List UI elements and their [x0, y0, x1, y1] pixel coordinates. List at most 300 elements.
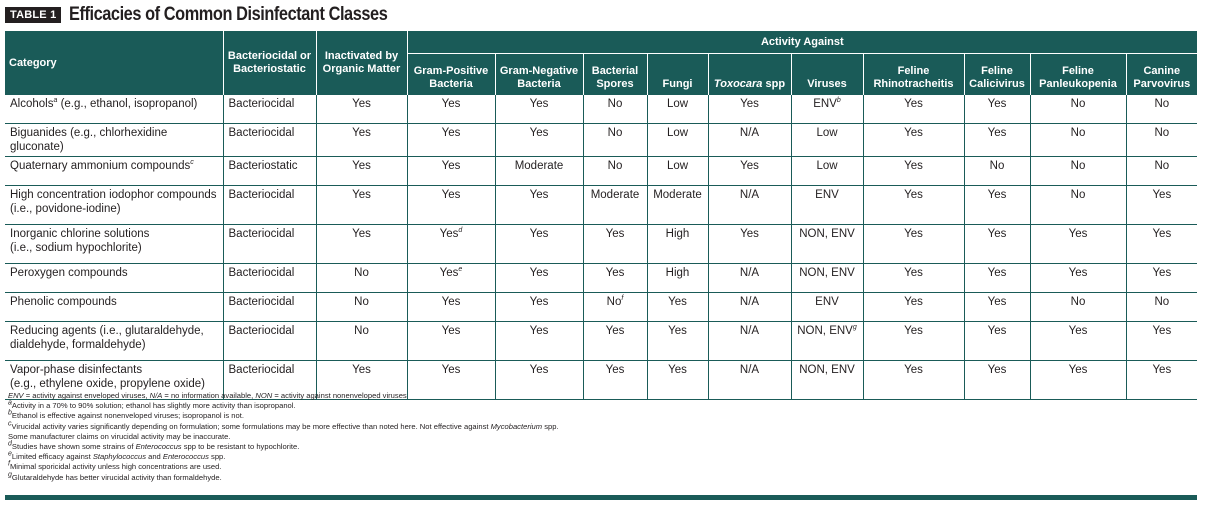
- category-label-rest: (e.g., ethanol, isopropanol): [57, 98, 198, 110]
- footnote-na-text: = no information available,: [162, 391, 256, 400]
- cell-canine-parvovirus: [1126, 293, 1197, 322]
- table-row: [5, 225, 1197, 264]
- cell-canine-parvovirus: [1126, 124, 1197, 157]
- cell-canine-parvovirus: [1126, 225, 1197, 264]
- footnote-d: [8, 442, 559, 452]
- footnote-d-italic: Enterococcus: [135, 442, 182, 452]
- cell-inactivated: [316, 293, 407, 322]
- header-feline-calicivirus: Feline Calicivirus: [964, 54, 1030, 96]
- cell-gram-positive: [407, 322, 495, 361]
- cell-feline-calicivirus: [964, 95, 1030, 124]
- footnote-e-text2: and: [146, 452, 163, 462]
- cell-feline-calicivirus: [964, 264, 1030, 293]
- cell-feline-rhinotracheitis-value: Yes: [904, 325, 923, 337]
- category-label: Peroxygen compounds: [10, 267, 128, 279]
- cell-feline-rhinotracheitis-value: Yes: [904, 189, 923, 201]
- footnote-e-text1: Limited efficacy against: [11, 452, 93, 462]
- cell-toxocara-value: N/A: [739, 267, 760, 279]
- cell-viruses-value: NON, ENV: [799, 267, 855, 279]
- cell-canine-parvovirus-value: No: [1154, 98, 1170, 110]
- cell-canine-parvovirus: [1126, 264, 1197, 293]
- category-label: Inorganic chlorine solutions: [10, 228, 150, 240]
- cell-bacteriocidal-value: Bacteriocidal: [228, 325, 295, 337]
- footnote-na-abbr: N/A: [149, 391, 163, 400]
- cell-canine-parvovirus: [1126, 95, 1197, 124]
- cell-viruses-value: NON, ENV: [799, 364, 855, 376]
- cell-toxocara: [708, 157, 791, 186]
- cell-bacteriocidal-value: Bacteriocidal: [228, 189, 295, 201]
- cell-viruses-value: Low: [816, 127, 838, 139]
- cell-gram-positive-value: Yes: [439, 228, 459, 240]
- cell-inactivated: [316, 157, 407, 186]
- category-label: Phenolic compounds: [10, 296, 117, 308]
- cell-gram-positive: [407, 264, 495, 293]
- cell-viruses: [791, 95, 863, 124]
- cell-category: [5, 322, 223, 361]
- cell-gram-positive-value: Yes: [441, 364, 461, 376]
- cell-feline-rhinotracheitis: [863, 293, 964, 322]
- viruses-footnote-mark: b: [836, 97, 841, 105]
- cell-toxocara-value: N/A: [739, 189, 760, 201]
- category-label-line2: (i.e., povidone-iodine): [10, 203, 121, 215]
- cell-inactivated-value: Yes: [352, 189, 371, 201]
- cell-feline-calicivirus: [964, 225, 1030, 264]
- cell-bacterial-spores: [583, 124, 647, 157]
- footnote-non-abbr: NON: [255, 391, 273, 400]
- cell-bacterial-spores: [583, 157, 647, 186]
- category-footnote-mark: a: [53, 97, 58, 105]
- cell-bacterial-spores-value: No: [607, 98, 623, 110]
- cell-feline-calicivirus-value: Yes: [987, 267, 1007, 279]
- footnote-a-mark: a: [8, 399, 12, 407]
- cell-bacteriocidal: [223, 95, 316, 124]
- footnote-d-text2: spp to be resistant to hypochlorite.: [181, 442, 300, 452]
- cell-viruses: [791, 157, 863, 186]
- cell-toxocara: [708, 361, 791, 400]
- cell-bacteriocidal: [223, 293, 316, 322]
- cell-bacterial-spores-value: Yes: [605, 228, 625, 240]
- header-bacterial-spores: Bacterial Spores: [583, 54, 647, 96]
- cell-bacterial-spores: [583, 225, 647, 264]
- cell-fungi-value: Yes: [668, 364, 687, 376]
- cell-canine-parvovirus: [1126, 361, 1197, 400]
- cell-toxocara: [708, 293, 791, 322]
- category-label-line2: dialdehyde, formaldehyde): [10, 339, 146, 351]
- table-title-row: [5, 4, 440, 26]
- cell-viruses-value: ENV: [815, 189, 839, 201]
- header-feline-rhinotracheitis: Feline Rhinotracheitis: [863, 54, 964, 96]
- cell-category: [5, 157, 223, 186]
- cell-feline-rhinotracheitis-value: Yes: [904, 267, 923, 279]
- cell-gram-negative: [495, 124, 583, 157]
- cell-gram-negative: [495, 95, 583, 124]
- header-inactivated: Inactivated by Organic Matter: [316, 31, 407, 95]
- cell-feline-rhinotracheitis-value: Yes: [904, 160, 923, 172]
- cell-gram-positive-value: Yes: [439, 267, 459, 279]
- footnote-c: [8, 422, 559, 432]
- cell-viruses-value: NON, ENV: [797, 325, 853, 337]
- cell-bacteriocidal: [223, 264, 316, 293]
- cell-feline-rhinotracheitis: [863, 361, 964, 400]
- cell-feline-panleukopenia-value: No: [1070, 127, 1086, 139]
- cell-viruses-value: ENV: [813, 98, 837, 110]
- cell-feline-panleukopenia: [1030, 293, 1126, 322]
- cell-gram-negative-value: Yes: [529, 228, 549, 240]
- cell-fungi-value: Moderate: [653, 189, 702, 201]
- header-bacteriocidal: Bacteriocidal or Bacteriostatic: [223, 31, 316, 95]
- footnote-e-italic1: Staphylococcus: [92, 452, 146, 462]
- cell-bacteriocidal-value: Bacteriocidal: [228, 127, 295, 139]
- footnote-b-text: Ethanol is effective against nonenveloped viruses; isopropanol is not.: [11, 411, 244, 421]
- cell-feline-panleukopenia-value: No: [1070, 98, 1086, 110]
- cell-feline-calicivirus-value: Yes: [987, 296, 1007, 308]
- category-label: Vapor-phase disinfectants: [10, 364, 143, 376]
- cell-toxocara: [708, 225, 791, 264]
- cell-bacteriocidal: [223, 322, 316, 361]
- cell-gram-negative-value: Yes: [529, 296, 549, 308]
- cell-category: [5, 293, 223, 322]
- footnotes: [8, 391, 559, 483]
- cell-category: [5, 264, 223, 293]
- cell-bacterial-spores: [583, 361, 647, 400]
- cell-bacterial-spores-value: Yes: [605, 325, 625, 337]
- cell-fungi: [647, 322, 708, 361]
- footnote-c-text3: Some manufacturer claims on virucidal activity may be inaccurate.: [8, 431, 231, 441]
- footnote-d-text1: Studies have shown some strains of: [11, 442, 136, 452]
- cell-feline-panleukopenia-value: Yes: [1068, 267, 1088, 279]
- cell-feline-panleukopenia: [1030, 225, 1126, 264]
- cell-canine-parvovirus-value: Yes: [1152, 228, 1172, 240]
- footnote-e-italic2: Enterococcus: [162, 452, 209, 462]
- cell-gram-positive-value: Yes: [441, 127, 461, 139]
- cell-toxocara: [708, 124, 791, 157]
- header-fungi: Fungi: [647, 54, 708, 96]
- footnote-c-continued: [8, 432, 559, 442]
- cell-gram-positive-value: Yes: [441, 325, 461, 337]
- cell-toxocara-value: Yes: [740, 98, 759, 110]
- cell-gram-negative-value: Moderate: [514, 160, 564, 172]
- cell-gram-positive: [407, 95, 495, 124]
- table-row: [5, 95, 1197, 124]
- cell-feline-panleukopenia: [1030, 322, 1126, 361]
- cell-gram-negative: [495, 186, 583, 225]
- cell-bacterial-spores: [583, 293, 647, 322]
- cell-fungi: [647, 124, 708, 157]
- cell-feline-rhinotracheitis-value: Yes: [904, 296, 923, 308]
- category-footnote-mark: c: [190, 159, 194, 167]
- cell-inactivated-value: No: [354, 296, 369, 308]
- header-canine-parvovirus: Canine Parvovirus: [1126, 54, 1197, 96]
- cell-toxocara: [708, 322, 791, 361]
- cell-fungi-value: High: [665, 228, 690, 240]
- cell-fungi-value: Low: [666, 98, 689, 110]
- cell-canine-parvovirus: [1126, 186, 1197, 225]
- cell-bacteriocidal: [223, 225, 316, 264]
- table-number-tag: TABLE 1: [5, 7, 61, 23]
- cell-canine-parvovirus-value: No: [1154, 296, 1170, 308]
- cell-gram-positive-value: Yes: [441, 189, 461, 201]
- footnote-env-abbr: ENV: [8, 391, 24, 400]
- cell-viruses: [791, 124, 863, 157]
- cell-gram-positive: [407, 157, 495, 186]
- cell-toxocara-value: N/A: [739, 296, 760, 308]
- header-toxocara: [708, 54, 791, 96]
- cell-gram-negative-value: Yes: [529, 364, 549, 376]
- cell-inactivated-value: No: [354, 267, 369, 279]
- footnote-f-text: Minimal sporicidal activity unless high concentrations are used.: [9, 462, 222, 472]
- category-label-line2: (e.g., ethylene oxide, propylene oxide): [10, 378, 205, 390]
- cell-bacterial-spores: [583, 264, 647, 293]
- cell-feline-panleukopenia-value: Yes: [1068, 325, 1088, 337]
- cell-viruses-value: NON, ENV: [799, 228, 855, 240]
- cell-canine-parvovirus-value: No: [1154, 160, 1170, 172]
- spores-footnote-mark: f: [621, 295, 624, 303]
- header-viruses: Viruses: [791, 54, 863, 96]
- cell-fungi: [647, 186, 708, 225]
- table-row: [5, 186, 1197, 225]
- table-row: [5, 124, 1197, 157]
- cell-bacterial-spores-value: No: [607, 160, 623, 172]
- footnote-b-mark: b: [8, 409, 12, 417]
- cell-feline-panleukopenia: [1030, 157, 1126, 186]
- category-label-line2: (i.e., sodium hypochlorite): [10, 242, 142, 254]
- footnote-e-text3: spp.: [208, 452, 226, 462]
- footnote-env-text: = activity against enveloped viruses,: [23, 391, 150, 400]
- cell-inactivated: [316, 264, 407, 293]
- gram-positive-footnote-mark: d: [458, 227, 463, 235]
- cell-bacteriocidal-value: Bacteriocidal: [228, 364, 295, 376]
- cell-gram-negative: [495, 264, 583, 293]
- cell-feline-panleukopenia-value: No: [1070, 189, 1086, 201]
- cell-feline-panleukopenia: [1030, 186, 1126, 225]
- cell-feline-calicivirus: [964, 322, 1030, 361]
- footnote-f: [8, 462, 559, 472]
- header-feline-panleukopenia: Feline Panleukopenia: [1030, 54, 1126, 96]
- table-row: [5, 157, 1197, 186]
- disinfectant-table: [5, 31, 1197, 400]
- cell-bacterial-spores-value: Moderate: [590, 189, 640, 201]
- table-body: [5, 95, 1197, 400]
- cell-inactivated: [316, 124, 407, 157]
- cell-inactivated: [316, 322, 407, 361]
- cell-feline-calicivirus: [964, 157, 1030, 186]
- category-label: Biguanides (e.g., chlorhexidine gluconate): [10, 127, 168, 153]
- category-label: Reducing agents (i.e., glutaraldehyde,: [10, 325, 204, 337]
- cell-gram-negative-value: Yes: [529, 98, 549, 110]
- cell-feline-panleukopenia-value: No: [1070, 296, 1086, 308]
- cell-fungi: [647, 361, 708, 400]
- cell-feline-rhinotracheitis: [863, 95, 964, 124]
- footnote-c-mark: c: [8, 420, 12, 428]
- cell-feline-rhinotracheitis: [863, 225, 964, 264]
- cell-gram-positive-value: Yes: [441, 160, 461, 172]
- cell-feline-rhinotracheitis: [863, 322, 964, 361]
- cell-bacterial-spores-value: Yes: [605, 267, 625, 279]
- cell-viruses: [791, 264, 863, 293]
- cell-fungi-value: Yes: [668, 325, 687, 337]
- cell-viruses-value: ENV: [815, 296, 839, 308]
- cell-feline-calicivirus: [964, 186, 1030, 225]
- footnote-abbreviations: [8, 391, 559, 401]
- cell-feline-panleukopenia: [1030, 124, 1126, 157]
- header-category: Category: [5, 31, 223, 95]
- cell-inactivated-value: No: [354, 325, 369, 337]
- cell-feline-rhinotracheitis-value: Yes: [904, 127, 923, 139]
- cell-feline-calicivirus-value: Yes: [987, 228, 1007, 240]
- cell-gram-negative: [495, 157, 583, 186]
- cell-inactivated: [316, 95, 407, 124]
- cell-viruses: [791, 186, 863, 225]
- cell-feline-calicivirus-value: Yes: [987, 364, 1007, 376]
- header-gram-positive: Gram-Positive Bacteria: [407, 54, 495, 96]
- cell-feline-panleukopenia: [1030, 264, 1126, 293]
- cell-toxocara-value: N/A: [739, 364, 760, 376]
- cell-feline-rhinotracheitis: [863, 186, 964, 225]
- cell-category: [5, 124, 223, 157]
- cell-gram-positive-value: Yes: [441, 98, 461, 110]
- cell-inactivated: [316, 225, 407, 264]
- cell-feline-panleukopenia-value: Yes: [1068, 364, 1088, 376]
- footnote-f-mark: f: [8, 460, 10, 468]
- cell-bacterial-spores: [583, 186, 647, 225]
- cell-gram-positive-value: Yes: [441, 296, 461, 308]
- cell-feline-calicivirus: [964, 293, 1030, 322]
- cell-feline-rhinotracheitis-value: Yes: [904, 364, 923, 376]
- cell-canine-parvovirus-value: Yes: [1152, 189, 1172, 201]
- category-label: Quaternary ammonium compounds: [10, 160, 191, 172]
- category-label: High concentration iodophor compounds: [10, 189, 217, 201]
- cell-canine-parvovirus-value: Yes: [1152, 364, 1172, 376]
- cell-viruses: [791, 293, 863, 322]
- cell-gram-negative: [495, 293, 583, 322]
- cell-category: [5, 225, 223, 264]
- cell-feline-rhinotracheitis: [863, 124, 964, 157]
- footnote-b: [8, 411, 559, 421]
- bottom-rule: [5, 495, 1197, 500]
- cell-feline-rhinotracheitis: [863, 264, 964, 293]
- cell-toxocara-value: N/A: [739, 325, 760, 337]
- footnote-e-mark: e: [8, 450, 12, 458]
- cell-bacteriocidal: [223, 157, 316, 186]
- cell-feline-rhinotracheitis-value: Yes: [904, 228, 923, 240]
- cell-bacteriocidal-value: Bacteriostatic: [228, 160, 298, 172]
- cell-fungi: [647, 157, 708, 186]
- header-toxocara-rest: spp: [762, 78, 786, 90]
- cell-gram-positive: [407, 124, 495, 157]
- cell-toxocara-value: N/A: [739, 127, 760, 139]
- table-row: [5, 322, 1197, 361]
- cell-feline-calicivirus-value: Yes: [987, 98, 1007, 110]
- footnote-c-italic: Mycobacterium: [490, 421, 543, 431]
- cell-gram-positive: [407, 186, 495, 225]
- cell-bacteriocidal-value: Bacteriocidal: [228, 296, 295, 308]
- cell-gram-positive: [407, 293, 495, 322]
- cell-bacterial-spores-value: Yes: [605, 364, 625, 376]
- header-toxocara-italic: Toxocara: [713, 78, 763, 90]
- cell-bacteriocidal-value: Bacteriocidal: [228, 267, 295, 279]
- cell-gram-negative-value: Yes: [529, 325, 549, 337]
- cell-fungi-value: Low: [666, 160, 689, 172]
- header-gram-negative: Gram-Negative Bacteria: [495, 54, 583, 96]
- cell-inactivated: [316, 186, 407, 225]
- cell-feline-calicivirus: [964, 361, 1030, 400]
- cell-inactivated-value: Yes: [352, 160, 371, 172]
- cell-viruses: [791, 322, 863, 361]
- cell-canine-parvovirus-value: No: [1154, 127, 1170, 139]
- cell-inactivated-value: Yes: [352, 98, 371, 110]
- cell-feline-rhinotracheitis-value: Yes: [904, 98, 923, 110]
- gram-positive-footnote-mark: e: [458, 266, 463, 274]
- cell-feline-panleukopenia-value: No: [1070, 160, 1086, 172]
- cell-bacterial-spores-value: No: [607, 127, 623, 139]
- cell-viruses-value: Low: [816, 160, 838, 172]
- cell-bacteriocidal-value: Bacteriocidal: [228, 228, 295, 240]
- cell-feline-panleukopenia-value: Yes: [1068, 228, 1088, 240]
- cell-bacteriocidal: [223, 124, 316, 157]
- cell-bacteriocidal-value: Bacteriocidal: [228, 98, 295, 110]
- cell-bacterial-spores-value: No: [606, 296, 622, 308]
- cell-inactivated-value: Yes: [352, 127, 371, 139]
- cell-gram-positive: [407, 225, 495, 264]
- cell-category: [5, 95, 223, 124]
- cell-gram-negative: [495, 225, 583, 264]
- cell-viruses: [791, 361, 863, 400]
- cell-feline-calicivirus: [964, 124, 1030, 157]
- cell-feline-calicivirus-value: No: [989, 160, 1005, 172]
- footnote-c-text1: Virucidal activity varies significantly depending on formulation; some formulations may be more effective than noted here. Not effective against: [11, 421, 491, 431]
- cell-inactivated-value: Yes: [352, 364, 371, 376]
- cell-toxocara: [708, 264, 791, 293]
- footnote-g-mark: g: [8, 471, 12, 479]
- footnote-c-text2: spp.: [542, 421, 559, 431]
- category-label: Alcohols: [10, 98, 54, 110]
- cell-fungi: [647, 293, 708, 322]
- cell-feline-calicivirus-value: Yes: [987, 189, 1007, 201]
- cell-toxocara: [708, 95, 791, 124]
- cell-feline-calicivirus-value: Yes: [987, 325, 1007, 337]
- cell-bacterial-spores: [583, 322, 647, 361]
- cell-feline-panleukopenia: [1030, 95, 1126, 124]
- cell-fungi-value: Low: [666, 127, 689, 139]
- cell-toxocara-value: Yes: [740, 160, 759, 172]
- cell-category: [5, 186, 223, 225]
- footnote-g-text: Glutaraldehyde has better virucidal activity than formaldehyde.: [11, 472, 222, 482]
- cell-fungi: [647, 225, 708, 264]
- cell-bacterial-spores: [583, 95, 647, 124]
- cell-feline-calicivirus-value: Yes: [987, 127, 1007, 139]
- cell-toxocara-value: Yes: [740, 228, 759, 240]
- cell-canine-parvovirus: [1126, 157, 1197, 186]
- cell-gram-negative-value: Yes: [529, 127, 549, 139]
- footnote-e: [8, 452, 559, 462]
- table-row: [5, 293, 1197, 322]
- cell-canine-parvovirus-value: Yes: [1152, 325, 1172, 337]
- cell-gram-negative: [495, 322, 583, 361]
- cell-canine-parvovirus: [1126, 322, 1197, 361]
- table-row: [5, 264, 1197, 293]
- cell-canine-parvovirus-value: Yes: [1152, 267, 1172, 279]
- cell-feline-rhinotracheitis: [863, 157, 964, 186]
- footnote-d-mark: d: [8, 440, 12, 448]
- cell-fungi-value: Yes: [668, 296, 687, 308]
- footnote-a-text: Activity in a 70% to 90% solution; ethanol has slightly more activity than isopropanol.: [11, 401, 296, 411]
- cell-inactivated-value: Yes: [352, 228, 371, 240]
- cell-gram-negative-value: Yes: [529, 189, 549, 201]
- footnote-a: [8, 401, 559, 411]
- table-title: Efficacies of Common Disinfectant Classes: [69, 4, 388, 25]
- footnote-g: [8, 473, 559, 483]
- cell-gram-negative-value: Yes: [529, 267, 549, 279]
